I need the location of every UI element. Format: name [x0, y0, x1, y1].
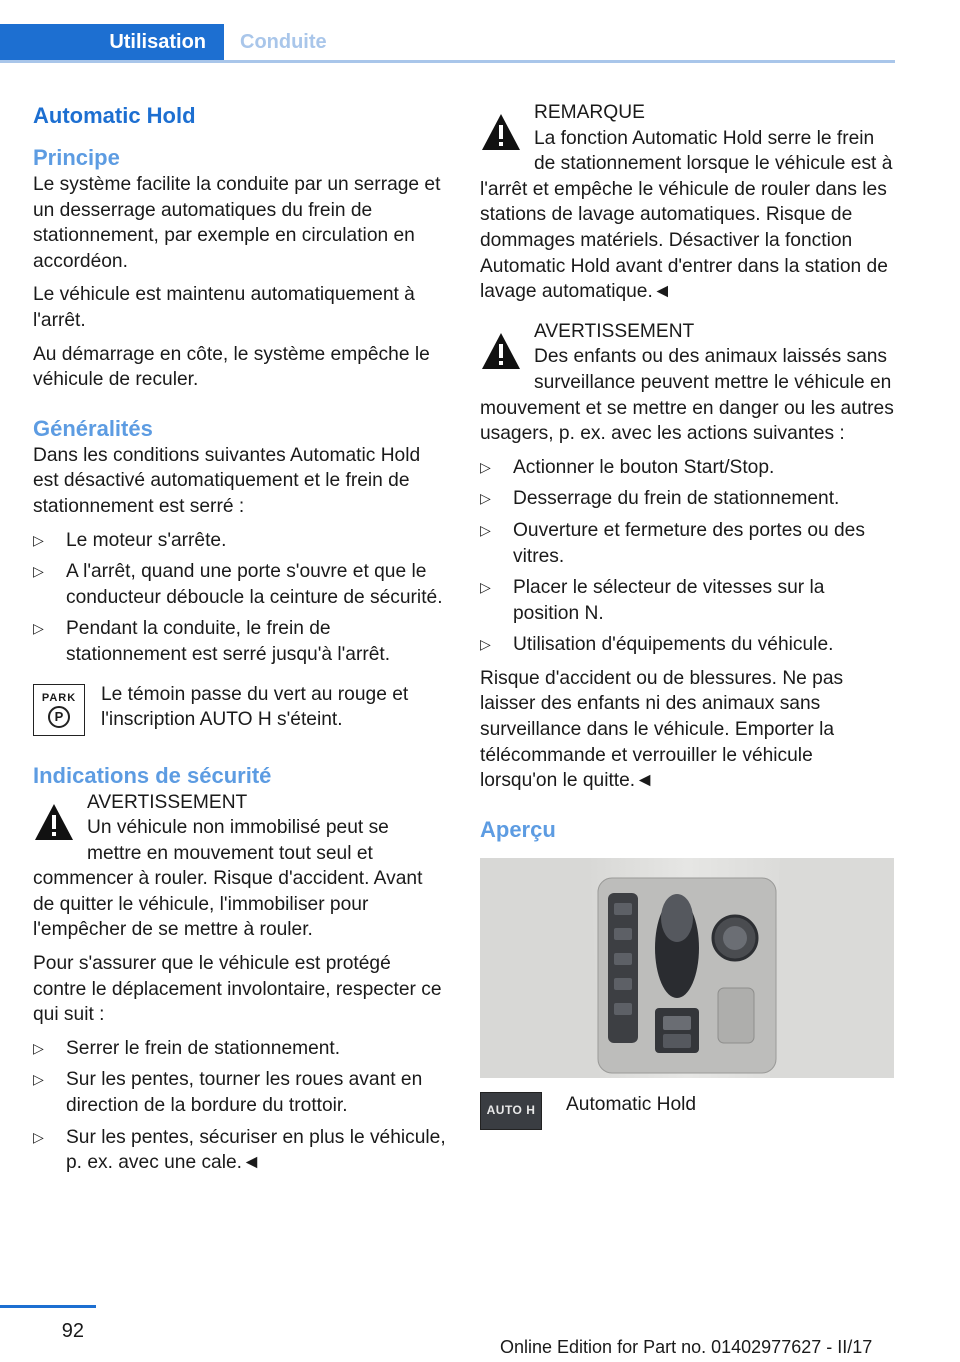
warning-triangle-icon [480, 112, 522, 152]
autoh-button-icon: AUTO H [480, 1092, 542, 1130]
list-item: ▷ Placer le sélecteur de vitesses sur la position N. [480, 575, 894, 626]
park-icon-label: PARK [41, 691, 77, 704]
heading-apercu: Aperçu [480, 816, 556, 842]
page-title: Automatic Hold [33, 103, 196, 128]
principe-paragraph-3: Au démarrage en côte, le système empêche le véhicule de reculer. [33, 343, 430, 391]
center-console-photo [480, 858, 894, 1078]
list-item: ▷ Pendant la conduite, le frein de stationnement est serré jusqu'à l'arrêt. [33, 616, 447, 667]
autoh-label: Automatic Hold [566, 1093, 697, 1115]
securite-paragraph: Pour s'assurer que le véhicule est protégé contre le déplacement involontaire, respecter ce qui suit : [33, 953, 442, 1026]
page-number: 92 [61, 1320, 84, 1342]
heading-securite: Indications de sécurité [33, 762, 272, 788]
remarque-block [480, 100, 894, 305]
left-column [33, 100, 447, 1184]
park-indicator-note [33, 682, 447, 746]
footer-accent-line [0, 1305, 96, 1308]
securite-list [33, 1036, 447, 1176]
autoh-legend [480, 1092, 894, 1132]
right-column [480, 100, 894, 1132]
principe-paragraph-2: Le véhicule est maintenu automatiquement à l'arrêt. [33, 284, 415, 331]
warning-text: Un véhicule non immobilisé peut se mettre en mouvement tout seul et commencer à rouler. Risque d'accident. Avant de quitter le véhicule, l'immobiliser pour l'empêcher de se mettre à rouler. [33, 817, 423, 941]
list-item: ▷ Desserrage du frein de stationnement. [480, 486, 894, 512]
warning-triangle-icon [480, 331, 522, 371]
park-brake-icon [33, 684, 85, 736]
tab-underline [0, 60, 895, 63]
avertissement-closing: Risque d'accident ou de blessures. Ne pas laisser des enfants ni des animaux sans surveillance dans le véhicule. Emporter la télécommande et verrouiller le véhicule lorsqu'on le quitte.◄ [480, 667, 844, 792]
list-item: ▷ Sur les pentes, sécuriser en plus le véhicule, p. ex. avec une cale.◄ [33, 1125, 447, 1176]
avertissement-heading: AVERTISSEMENT [534, 320, 695, 342]
generalites-intro: Dans les conditions suivantes Automatic Hold est désactivé automatiquement et le frein de stationnement est serré : [33, 444, 421, 517]
chapter-tabs [0, 24, 895, 62]
list-item: ▷ A l'arrêt, quand une porte s'ouvre et que le conducteur déboucle la ceinture de sécurité. [33, 559, 447, 610]
avertissement-block [480, 319, 894, 447]
avertissement-text: Des enfants ou des animaux laissés sans surveillance peuvent mettre le véhicule en mouvement et se mettre en danger ou les autres usagers, p. ex. avec les actions suivantes : [480, 346, 894, 445]
list-item: ▷ Sur les pentes, tourner les roues avant en direction de la bordure du trottoir. [33, 1067, 447, 1118]
warning-block [33, 790, 447, 944]
list-item: ▷ Serrer le frein de stationnement. [33, 1036, 447, 1062]
heading-principe: Principe [33, 145, 120, 170]
tab-utilisation[interactable]: Utilisation [0, 24, 224, 60]
remarque-text: La fonction Automatic Hold serre le frein de stationnement lorsque le véhicule est à l'arrêt et empêche le véhicule de rouler dans les stations de lavage automatiques. Risque de dommages matériels. Désactiver la fonction Automatic Hold avant d'entrer dans la station de lavage automatique.◄ [480, 127, 893, 303]
generalites-list [33, 528, 447, 668]
footer-edition: Online Edition for Part no. 01402977627 - II/17 [500, 1337, 873, 1357]
park-note-text: Le témoin passe du vert au rouge et l'inscription AUTO H s'éteint. [101, 683, 409, 731]
warning-triangle-icon [33, 802, 75, 842]
list-item: ▷ Le moteur s'arrête. [33, 528, 447, 554]
avertissement-list [480, 455, 894, 658]
list-item: ▷ Ouverture et fermeture des portes ou des vitres. [480, 518, 894, 569]
principe-paragraph-1: Le système facilite la conduite par un serrage et un desserrage automatiques du frein de stationnement, par exemple en circulation en accordéon. [33, 174, 441, 272]
list-item: ▷ Utilisation d'équipements du véhicule. [480, 632, 894, 658]
heading-generalites: Généralités [33, 415, 153, 441]
park-icon-symbol: P [48, 706, 70, 728]
remarque-heading: REMARQUE [534, 102, 645, 123]
tab-conduite[interactable]: Conduite [240, 30, 327, 53]
list-item: ▷ Actionner le bouton Start/Stop. [480, 455, 894, 481]
warning-heading: AVERTISSEMENT [87, 791, 248, 813]
